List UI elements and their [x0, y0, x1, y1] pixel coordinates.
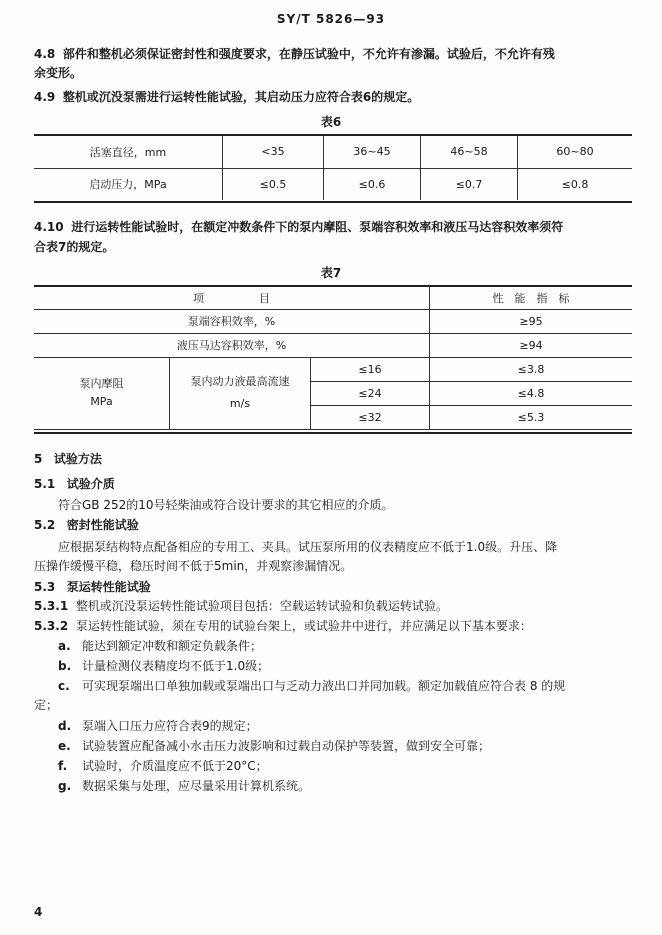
t6-cell: 36~45	[324, 136, 421, 168]
table7-title: 表7	[320, 266, 342, 280]
clause-number: 4.10	[34, 220, 64, 234]
table6-bottom-rule	[34, 201, 632, 203]
t7-motor-eff-val: ≥94	[430, 333, 633, 357]
t7-friction-value: ≤4.8	[430, 381, 633, 405]
section-5-3-heading	[34, 578, 151, 596]
t7-friction-value: ≤3.8	[430, 357, 633, 381]
t7-friction-unit: MPa	[90, 395, 113, 408]
list-text: 试验装置应配备减小水击压力波影响和过载自动保护等装置，做到安全可靠；	[82, 739, 491, 753]
t7-flow-label: 泵内动力液最高流速	[190, 375, 290, 388]
list-marker: a.	[58, 639, 71, 653]
t6-cell: <35	[223, 136, 324, 168]
t7-flow	[170, 357, 311, 429]
clause-text: 整机或沉没泵运转性能试验项目包括：空载运转试验和负载运转试验。	[75, 599, 448, 613]
t6-cell: ≤0.6	[324, 168, 421, 200]
section-title: 泵运转性能试验	[66, 580, 151, 594]
t6-cell: 活塞直径，mm	[89, 145, 167, 159]
section-number: 5.2	[34, 518, 56, 532]
table7-bottom-rule	[34, 432, 632, 434]
list-item-e	[58, 737, 490, 755]
clause-text-continued: 合表7的规定。	[34, 240, 115, 254]
list-item-d	[58, 717, 258, 735]
clause-number: 4.9	[34, 90, 56, 104]
t7-flow-value: ≤16	[311, 357, 430, 381]
clause-4-9	[34, 88, 419, 106]
list-text: 可实现泵端出口单独加载或泵端出口与乏动力液出口并同加载。额定加载值应符合表 8 的规	[82, 679, 566, 693]
t7-pump-eff: 泵端容积效率，%	[34, 309, 430, 333]
section-5-2-heading	[34, 516, 139, 534]
section-title: 试验介质	[66, 477, 115, 491]
list-text: 数据采集与处理，应尽量采用计算机系统。	[82, 779, 311, 793]
section-5-heading	[34, 450, 102, 468]
t7-flow-value: ≤24	[311, 381, 430, 405]
list-marker: f.	[58, 759, 68, 773]
list-marker: g.	[58, 779, 72, 793]
t6-cell: ≤0.8	[518, 168, 633, 200]
list-item-f	[58, 757, 268, 775]
clause-text: 进行运转性能试验时，在额定冲数条件下的泵内摩阻、泵端容积效率和液压马达容积效率须符	[71, 220, 564, 234]
clause-number: 5.3.2	[34, 619, 69, 633]
clause-5-3-2	[34, 617, 532, 635]
clause-text: 部件和整机必须保证密封性和强度要求，在静压试验中，不允许有渗漏。试验后，不允许有残	[62, 47, 555, 61]
list-text: 能达到额定冲数和额定负载条件；	[82, 639, 263, 653]
clause-text: 泵运转性能试验，须在专用的试验台架上，或试验井中进行，并应满足以下基本要求：	[75, 619, 532, 633]
clause-4-10	[34, 218, 563, 236]
list-item-a	[58, 637, 262, 655]
t6-cell: 60~80	[518, 136, 633, 168]
t6-cell: 启动压力，MPa	[34, 168, 223, 200]
page-header: SY/T 5826—93	[276, 12, 386, 26]
section-5-2-body: 应根据泵结构特点配备相应的专用工、夹具。试压泵所用的仪表精度应不低于1.0级。升压、降	[58, 540, 558, 554]
section-5-1-heading	[34, 475, 115, 493]
section-title: 试验方法	[53, 452, 102, 466]
table6-title: 表6	[320, 115, 342, 129]
clause-number: 5.3.1	[34, 599, 69, 613]
t7-friction-value: ≤5.3	[430, 405, 633, 429]
clause-text-continued: 余变形。	[34, 66, 83, 80]
table7	[34, 287, 632, 430]
list-item-c	[58, 677, 565, 695]
section-number: 5	[34, 452, 43, 466]
list-text: 试验时，介质温度应不低于20°C；	[82, 759, 268, 773]
clause-4-8	[34, 45, 555, 63]
clause-text: 整机或沉没泵需进行运转性能试验，其启动压力应符合表6的规定。	[62, 90, 420, 104]
t7-flow-value: ≤32	[311, 405, 430, 429]
section-5-1-body: 符合GB 252的10号轻柴油或符合设计要求的其它相应的介质。	[58, 498, 394, 512]
t7-motor-eff: 液压马达容积效率，%	[34, 333, 430, 357]
list-item-g	[58, 777, 310, 795]
t7-pump-eff-val: ≥95	[430, 309, 633, 333]
t7-head-item: 项 目	[34, 287, 430, 309]
list-marker: b.	[58, 659, 72, 673]
section-title: 密封性能试验	[66, 518, 139, 532]
t7-friction	[34, 357, 170, 429]
section-number: 5.3	[34, 580, 56, 594]
t7-flow-unit: m/s	[229, 397, 251, 410]
section-number: 5.1	[34, 477, 56, 491]
t6-cell: 46~58	[421, 136, 518, 168]
list-marker: d.	[58, 719, 72, 733]
page-number: 4	[34, 905, 43, 919]
t7-head-value: 性 能 指 标	[430, 287, 633, 309]
t7-friction-label: 泵内摩阻	[79, 377, 124, 390]
table6	[34, 136, 632, 200]
section-5-2-body-continued: 压操作缓慢平稳，稳压时间不低于5min，并观察渗漏情况。	[34, 559, 353, 573]
list-item-c-continued: 定；	[34, 698, 59, 712]
clause-5-3-1	[34, 597, 448, 615]
t6-cell: ≤0.7	[421, 168, 518, 200]
clause-number: 4.8	[34, 47, 56, 61]
list-text: 计量检测仪表精度均不低于1.0级；	[82, 659, 270, 673]
list-marker: c.	[58, 679, 70, 693]
t6-cell: ≤0.5	[223, 168, 324, 200]
list-item-b	[58, 657, 269, 675]
list-marker: e.	[58, 739, 71, 753]
list-text: 泵端入口压力应符合表9的规定；	[82, 719, 258, 733]
